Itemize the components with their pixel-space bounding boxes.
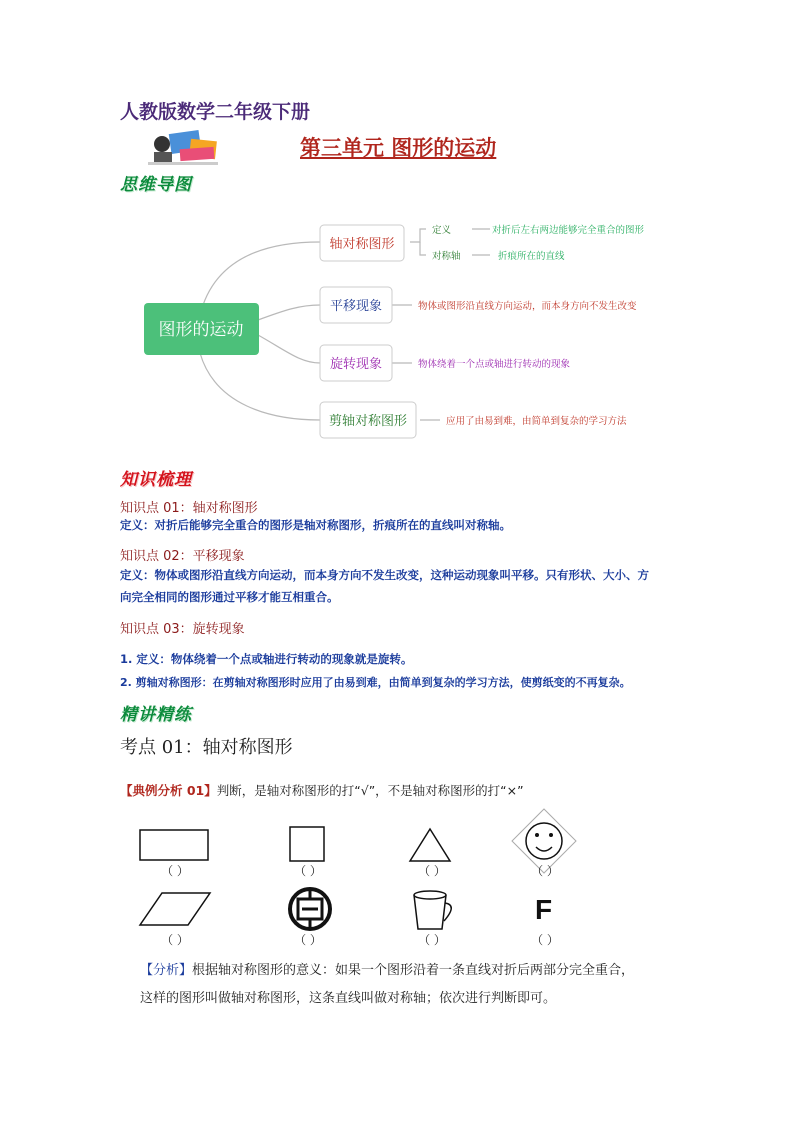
analysis-text-1: 根据轴对称图形的意义：如果一个图形沿着一条直线对折后两部分完全重合， bbox=[192, 963, 635, 978]
kp3-line-1: 1. 定义：物体绕着一个点或轴进行转动的现象就是旋转。 bbox=[120, 652, 413, 666]
child-desc-definition: 对折后左右两边能够完全重合的图形 bbox=[492, 225, 645, 236]
kp2-line-1: 定义：物体或图形沿直线方向运动，而本身方向不发生改变，这种运动现象叫平移。只有形状、大小、方 bbox=[120, 568, 649, 582]
kp3-title: 知识点 03：旋转现象 bbox=[120, 622, 245, 637]
branch-label-axis-symmetry: 轴对称图形 bbox=[329, 237, 395, 252]
answer-paren-4[interactable]: （ ） bbox=[531, 864, 559, 878]
answer-paren-2[interactable]: （ ） bbox=[294, 864, 322, 878]
triangle-figure bbox=[410, 829, 450, 861]
letter-f-figure: F bbox=[535, 894, 553, 925]
child-term-axis: 对称轴 bbox=[432, 251, 461, 262]
practice-heading: 精讲精练 bbox=[120, 705, 192, 725]
answer-paren-6[interactable]: （ ） bbox=[294, 933, 322, 947]
knowledge-heading: 知识梳理 bbox=[120, 470, 192, 490]
square-figure bbox=[290, 827, 324, 861]
child-desc-axis: 折痕所在的直线 bbox=[498, 251, 565, 262]
kp3-line-2: 2. 剪轴对称图形：在剪轴对称图形时应用了由易到难，由简单到复杂的学习方法，使剪纸变的不再复杂。 bbox=[120, 676, 631, 689]
branch-desc-rotation: 物体绕着一个点或轴进行转动的现象 bbox=[418, 359, 571, 370]
answer-paren-3[interactable]: （ ） bbox=[418, 864, 446, 878]
kp2-line-2: 向完全相同的图形通过平移才能互相重合。 bbox=[120, 590, 339, 604]
example-text: 判断，是轴对称图形的打“√”，不是轴对称图形的打“×” bbox=[216, 783, 524, 798]
cup-figure bbox=[414, 891, 451, 929]
bank-logo-figure bbox=[290, 889, 330, 929]
parallelogram-figure bbox=[140, 893, 210, 925]
kp1-line: 定义：对折后能够完全重合的图形是轴对称图形，折痕所在的直线叫对称轴。 bbox=[120, 518, 511, 532]
answer-paren-8[interactable]: （ ） bbox=[531, 933, 559, 947]
kp2-title: 知识点 02：平移现象 bbox=[120, 549, 245, 564]
analysis-tag: 【分析】 bbox=[140, 963, 193, 978]
kp1-title: 知识点 01：轴对称图形 bbox=[120, 501, 258, 516]
analysis-line-1 bbox=[140, 957, 700, 985]
branch-label-translation: 平移现象 bbox=[329, 299, 383, 314]
unit-title: 第三单元 图形的运动 bbox=[300, 135, 497, 160]
child-term-definition: 定义 bbox=[432, 225, 452, 236]
mindmap-heading: 思维导图 bbox=[120, 175, 192, 195]
example-tag: 【典例分析 01】 bbox=[120, 783, 217, 798]
branch-desc-translation: 物体或图形沿直线方向运动，而本身方向不发生改变 bbox=[418, 301, 637, 312]
mindmap bbox=[120, 205, 680, 445]
answer-paren-5[interactable]: （ ） bbox=[161, 933, 189, 947]
mindmap-root-label: 图形的运动 bbox=[158, 320, 244, 340]
answer-paren-7[interactable]: （ ） bbox=[418, 933, 446, 947]
exam-point-title: 考点 01：轴对称图形 bbox=[120, 737, 293, 758]
analysis bbox=[140, 957, 700, 1013]
rectangle-figure bbox=[140, 830, 208, 860]
branch-label-cutting: 剪轴对称图形 bbox=[328, 414, 408, 429]
branch-desc-cutting: 应用了由易到难，由简单到复杂的学习方法 bbox=[446, 416, 627, 427]
example-line bbox=[120, 781, 524, 799]
analysis-line-2: 这样的图形叫做轴对称图形，这条直线叫做对称轴；依次进行判断即可。 bbox=[140, 991, 557, 1006]
answer-paren-1[interactable]: （ ） bbox=[161, 864, 189, 878]
illustration-icon bbox=[140, 126, 225, 168]
book-title: 人教版数学二年级下册 bbox=[120, 101, 311, 123]
branch-label-rotation: 旋转现象 bbox=[329, 357, 383, 372]
